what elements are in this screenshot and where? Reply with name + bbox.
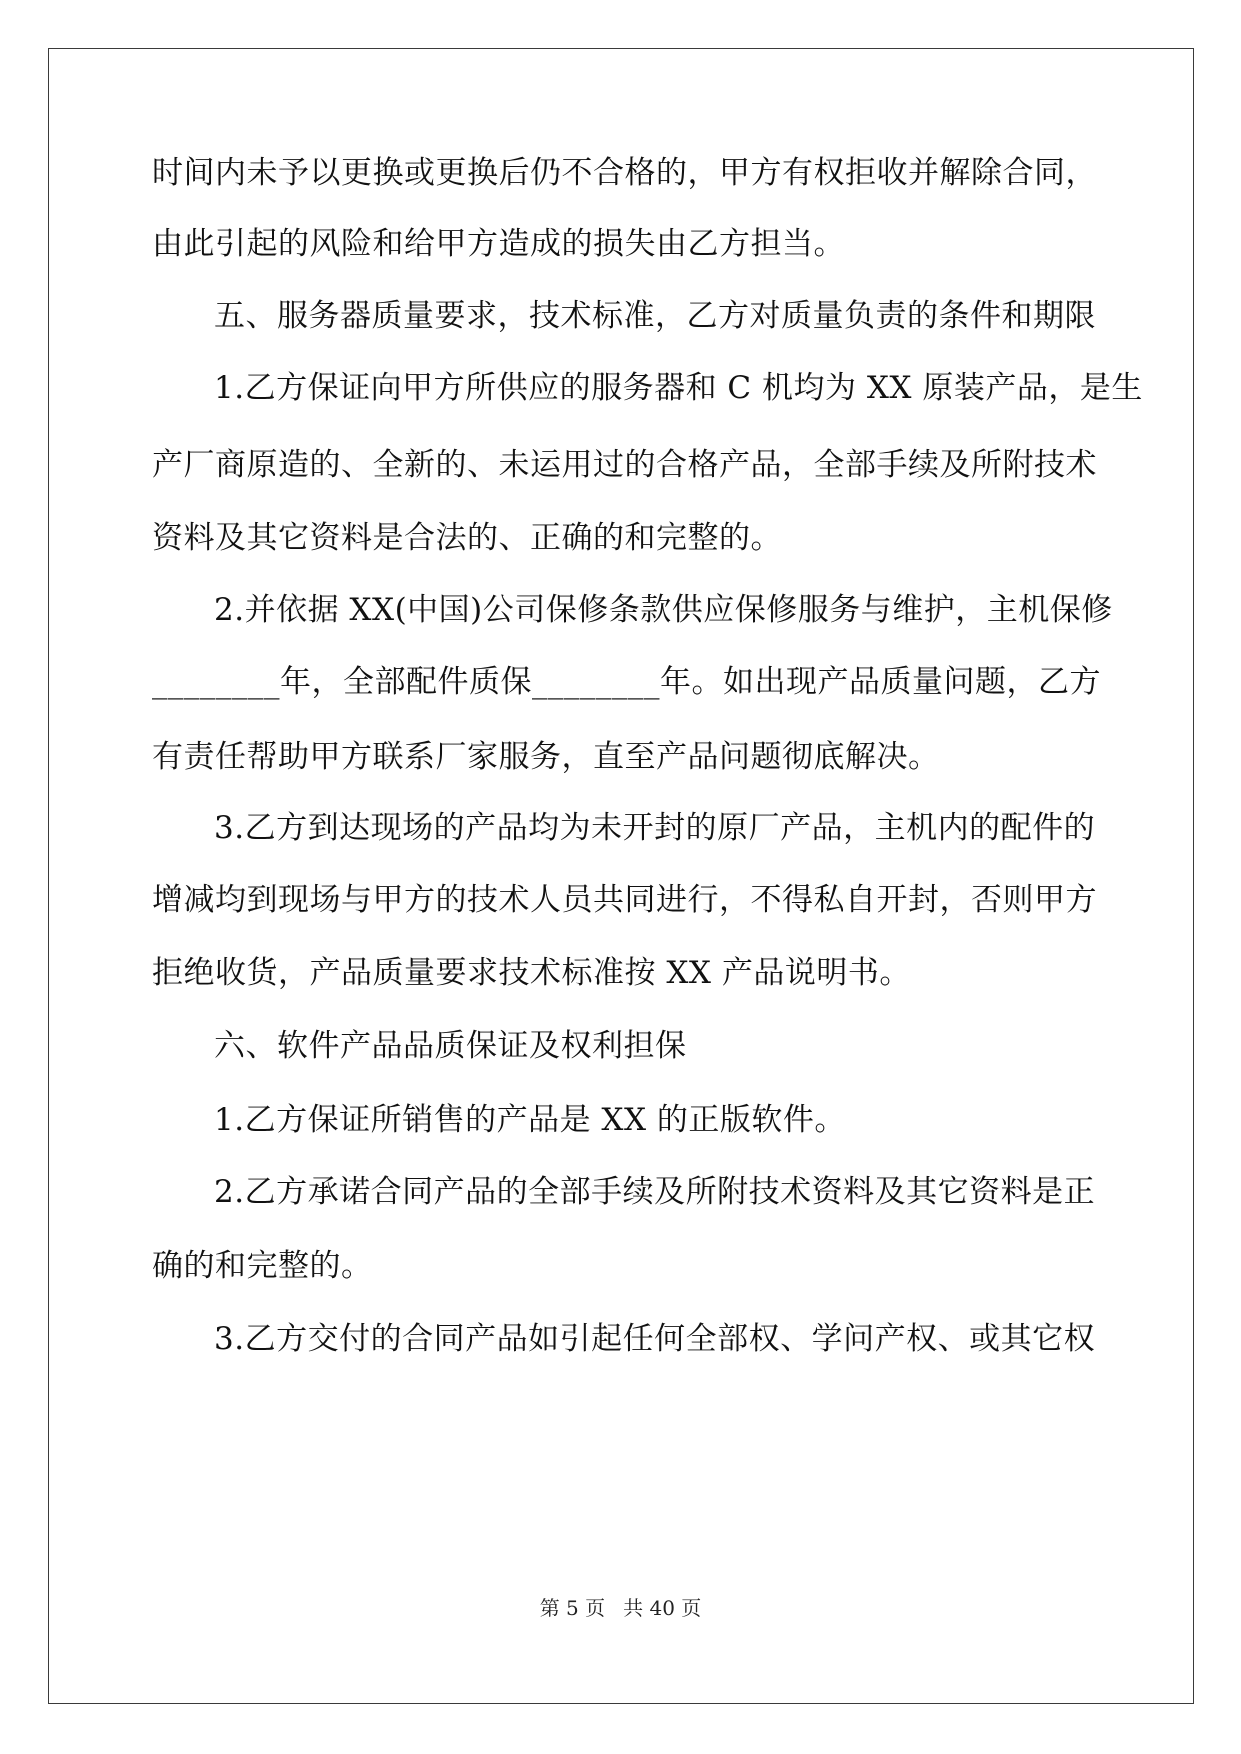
text-line: 确的和完整的。 bbox=[152, 1248, 373, 1284]
text-line: 有责任帮助甲方联系厂家服务，直至产品问题彻底解决。 bbox=[152, 739, 940, 775]
text-line: 资料及其它资料是合法的、正确的和完整的。 bbox=[152, 520, 782, 556]
section-heading: 六、软件产品品质保证及权利担保 bbox=[214, 1028, 687, 1064]
text-line: 2.乙方承诺合同产品的全部手续及所附技术资料及其它资料是正 bbox=[214, 1174, 1096, 1210]
text-line: 拒绝收货，产品质量要求技术标准按 XX 产品说明书。 bbox=[152, 955, 911, 991]
text-line: 2.并依据 XX(中国)公司保修条款供应保修服务与维护，主机保修 bbox=[214, 592, 1113, 628]
section-heading: 五、服务器质量要求，技术标准，乙方对质量负责的条件和期限 bbox=[214, 298, 1096, 334]
page-number: 第 5 页 bbox=[539, 1596, 606, 1620]
text-line: 3.乙方交付的合同产品如引起任何全部权、学问产权、或其它权 bbox=[214, 1321, 1096, 1357]
text-line: 1.乙方保证所销售的产品是 XX 的正版软件。 bbox=[214, 1102, 846, 1138]
text-line: 由此引起的风险和给甲方造成的损失由乙方担当。 bbox=[152, 226, 845, 262]
text-line: 产厂商原造的、全新的、未运用过的合格产品，全部手续及所附技术 bbox=[152, 447, 1097, 483]
text-line: 时间内未予以更换或更换后仍不合格的，甲方有权拒收并解除合同， bbox=[152, 155, 1097, 191]
text-line: 增减均到现场与甲方的技术人员共同进行，不得私自开封，否则甲方 bbox=[152, 882, 1097, 918]
page-footer bbox=[0, 1595, 1241, 1621]
text-line: 1.乙方保证向甲方所供应的服务器和 C 机均为 XX 原装产品，是生 bbox=[214, 370, 1143, 406]
page-total: 共 40 页 bbox=[623, 1596, 702, 1620]
text-line: 3.乙方到达现场的产品均为未开封的原厂产品，主机内的配件的 bbox=[214, 810, 1096, 846]
text-line: ________年，全部配件质保________年。如出现产品质量问题，乙方 bbox=[152, 664, 1101, 700]
